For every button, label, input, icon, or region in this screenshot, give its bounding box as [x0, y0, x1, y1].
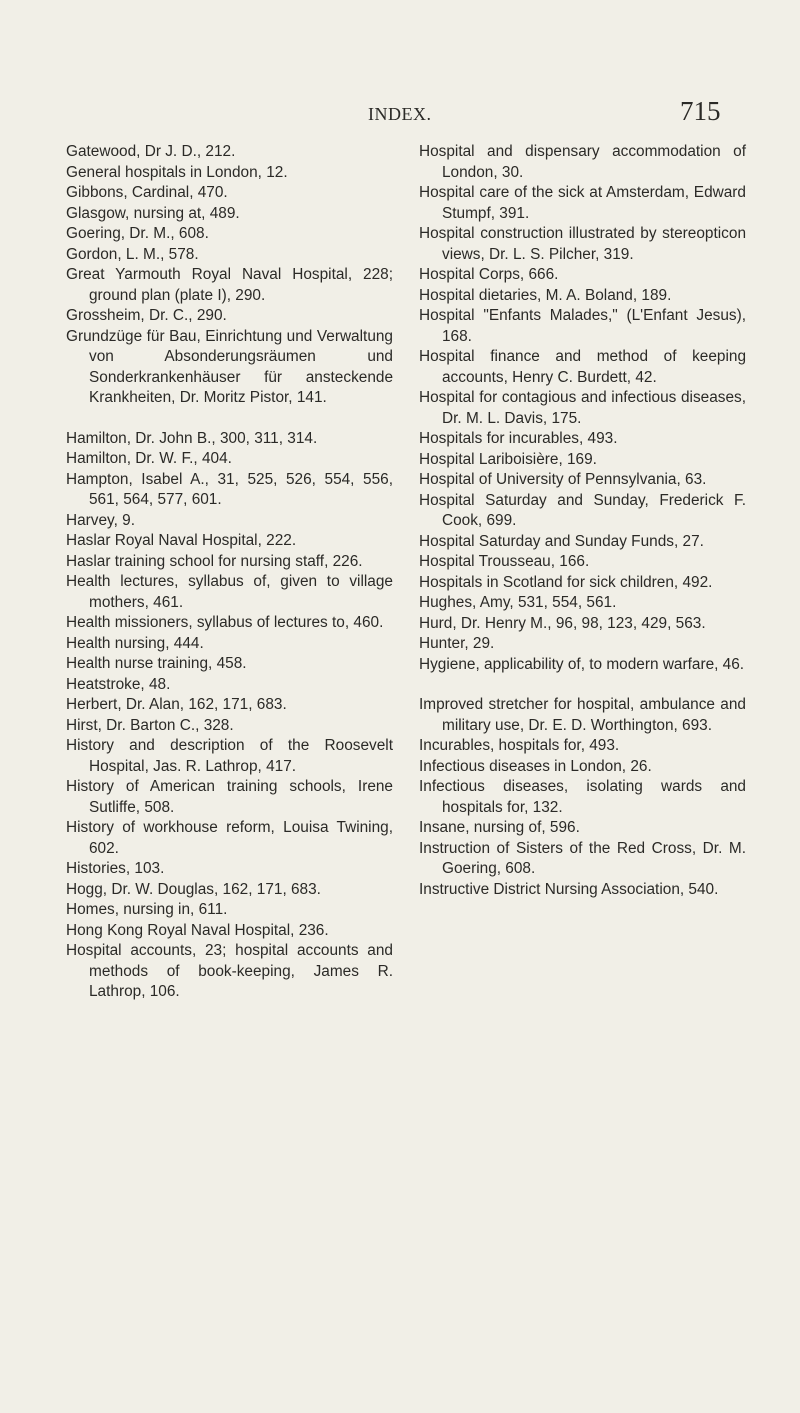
index-entry: Insane, nursing of, 596.: [419, 819, 580, 836]
index-entry: Hamilton, Dr. W. F., 404.: [66, 450, 232, 467]
index-entry: Histories, 103.: [66, 860, 165, 877]
index-entry: Hospitals in Scotland for sick children, 492.: [419, 573, 713, 591]
index-entry: Glasgow, nursing at, 489.: [66, 204, 240, 222]
index-entry: History of workhouse reform, Louisa Twining, 602.: [66, 819, 393, 857]
index-entry: Health lectures, syllabus of, given to village mothers, 461.: [66, 573, 393, 611]
index-entry: Infectious diseases, isolating wards and hospitals for, 132.: [419, 778, 746, 816]
index-entry: Herbert, Dr. Alan, 162, 171, 683.: [66, 696, 287, 713]
index-entry: Heatstroke, 48.: [66, 675, 171, 693]
index-entry: History of American training schools, Irene Sutliffe, 508.: [66, 778, 393, 816]
index-entry: Hospital dietaries, M. A. Boland, 189.: [419, 286, 672, 304]
index-entry: Infectious diseases in London, 26.: [419, 757, 652, 775]
index-entry: Hospital of University of Pennsylvania, 63.: [419, 471, 707, 488]
index-entry: Hurd, Dr. Henry M., 96, 98, 123, 429, 563.: [419, 614, 706, 632]
index-entry: Hospital Saturday and Sunday Funds, 27.: [419, 532, 704, 550]
index-entry: Hospital care of the sick at Amsterdam, Edward Stumpf, 391.: [419, 184, 746, 222]
index-entry: Hospital Corps, 666.: [419, 266, 559, 283]
index-column-left: [66, 142, 393, 1003]
index-entry: Instructive District Nursing Association, 540.: [419, 880, 719, 898]
index-entry: General hospitals in London, 12.: [66, 163, 288, 181]
index-entry: Gibbons, Cardinal, 470.: [66, 184, 228, 201]
index-entry: Instruction of Sisters of the Red Cross, Dr. M. Goering, 608.: [419, 839, 746, 877]
index-entry: Health missioners, syllabus of lectures to, 460.: [66, 614, 384, 631]
running-head: INDEX.: [368, 104, 432, 124]
index-entry: Hong Kong Royal Naval Hospital, 236.: [66, 921, 329, 939]
index-entry: Hygiene, applicability of, to modern warfare, 46.: [419, 655, 745, 673]
index-entry: Hirst, Dr. Barton C., 328.: [66, 716, 234, 734]
index-entry: Hogg, Dr. W. Douglas, 162, 171, 683.: [66, 880, 321, 898]
index-entry: Hospital Trousseau, 166.: [419, 553, 590, 570]
index-entry: Haslar Royal Naval Hospital, 222.: [66, 532, 297, 549]
index-entry: Hughes, Amy, 531, 554, 561.: [419, 594, 617, 611]
index-entry: Hospital and dispensary accommodation of London, 30.: [419, 143, 746, 181]
index-entry: Grundzüge für Bau, Einrichtung und Verwaltung von Absonderungsräumen und Sonderkrankenhäuser für ansteckende Krankheiten, Dr. Moritz Pistor, 141.: [66, 327, 393, 406]
index-entry: Great Yarmouth Royal Naval Hospital, 228; ground plan (plate I), 290.: [66, 266, 393, 304]
index-entry: Hospital accounts, 23; hospital accounts and methods of book-keeping, James R. Lathrop, 106.: [66, 942, 393, 1000]
index-entry: Hospitals for incurables, 493.: [419, 430, 618, 447]
index-entry: Goering, Dr. M., 608.: [66, 225, 209, 242]
index-entry: Hospital Lariboisière, 169.: [419, 450, 597, 468]
index-column-right: [419, 142, 746, 900]
index-entry: Hamilton, Dr. John B., 300, 311, 314.: [66, 429, 318, 447]
index-entry: Haslar training school for nursing staff, 226.: [66, 552, 363, 570]
index-entry: Health nursing, 444.: [66, 634, 204, 652]
index-entry: Incurables, hospitals for, 493.: [419, 737, 620, 754]
index-entry: Hospital "Enfants Malades," (L'Enfant Jesus), 168.: [419, 307, 746, 345]
index-entry: Hunter, 29.: [419, 635, 495, 652]
index-entry: Hospital construction illustrated by stereopticon views, Dr. L. S. Pilcher, 319.: [419, 225, 746, 263]
index-entry: Health nurse training, 458.: [66, 655, 247, 672]
index-entry: Hospital for contagious and infectious diseases, Dr. M. L. Davis, 175.: [419, 389, 746, 427]
page-number: 715: [680, 96, 721, 126]
index-entry: Gatewood, Dr J. D., 212.: [66, 143, 236, 160]
index-entry: Improved stretcher for hospital, ambulance and military use, Dr. E. D. Worthington, 693.: [419, 696, 746, 734]
page-header: [0, 96, 800, 140]
index-entry: Hampton, Isabel A., 31, 525, 526, 554, 556, 561, 564, 577, 601.: [66, 470, 393, 508]
index-entry: Hospital Saturday and Sunday, Frederick F. Cook, 699.: [419, 491, 746, 529]
index-entry: Grossheim, Dr. C., 290.: [66, 307, 227, 324]
index-entry: Hospital finance and method of keeping accounts, Henry C. Burdett, 42.: [419, 348, 746, 386]
index-entry: Gordon, L. M., 578.: [66, 245, 199, 263]
index-entry: Harvey, 9.: [66, 511, 135, 529]
index-entry: Homes, nursing in, 611.: [66, 901, 228, 918]
index-entry: History and description of the Roosevelt Hospital, Jas. R. Lathrop, 417.: [66, 737, 393, 775]
